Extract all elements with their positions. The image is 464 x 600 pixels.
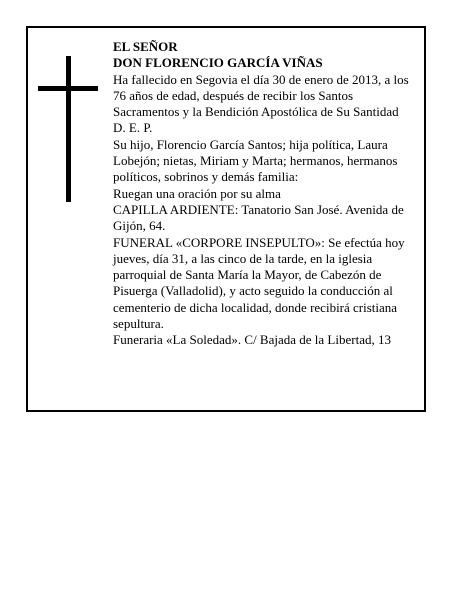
funeral-info: FUNERAL «CORPORE INSEPULTO»: Se efectúa hoy jueves, día 31, a las cinco de la tarde, en la iglesia parroquial de Santa María la Mayor, de Cabezón de Pisuerga (Valladolid), y acto seguido la conducción al cementerio de dicha localidad, donde recibirá cristiana sepultura. (113, 234, 405, 332)
notice-text (113, 39, 413, 349)
prayer-request: Ruegan una oración por su alma (113, 185, 281, 201)
cross-vertical-bar (66, 56, 71, 202)
notice-deceased-name: DON FLORENCIO GARCÍA VIÑAS (113, 55, 323, 71)
funeral-home-info: Funeraria «La Soledad». C/ Bajada de la Libertad, 13 (113, 332, 391, 348)
death-announcement: Ha fallecido en Segovia el día 30 de enero de 2013, a los 76 años de edad, después de recibir los Santos Sacramentos y la Bendición Apostólica de Su Santidad D. E. P. (113, 71, 409, 136)
cross-horizontal-bar (38, 86, 98, 91)
chapel-info: CAPILLA ARDIENTE: Tanatorio San José. Avenida de Gijón, 64. (113, 201, 404, 234)
cross-icon (38, 56, 98, 202)
obituary-notice (26, 26, 426, 412)
notice-title-line1: EL SEÑOR (113, 39, 178, 54)
family-list: Su hijo, Florencio García Santos; hija política, Laura Lobejón; nietas, Miriam y Marta; hermanos, hermanos políticos, sobrinos y demás familia: (113, 136, 398, 185)
